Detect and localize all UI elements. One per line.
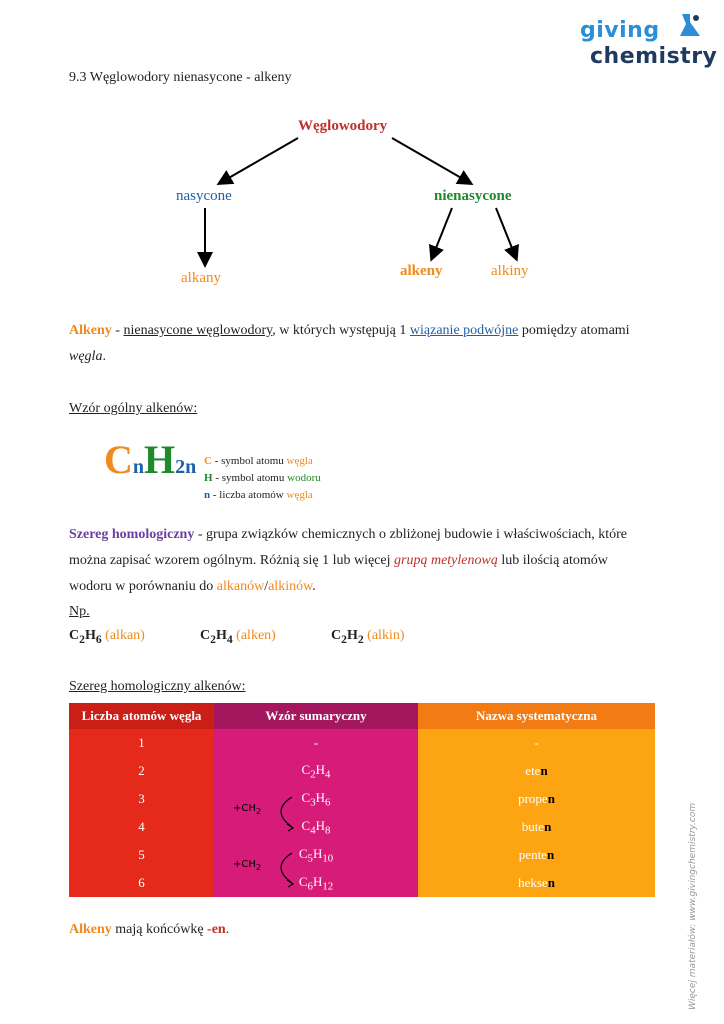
- cell-name: penten: [418, 841, 655, 869]
- cell-carbon-count: 2: [69, 757, 214, 785]
- ending-note: Alkeny mają końcówkę -en.: [69, 922, 230, 937]
- homolog-line2: można zapisać wzorem ogólnym. Różnią się 1 lub więcej: [69, 553, 395, 568]
- logo-text-giving: giving: [580, 18, 660, 43]
- formula-H: H: [144, 437, 176, 482]
- cell-formula: $C_6H_{12}$: [214, 869, 418, 897]
- sidebar-watermark-text: Więcej materiałów: www.givingchemistry.com: [688, 802, 698, 1010]
- alkynes-word: alkinów: [268, 579, 313, 594]
- homolog-term: Szereg homologiczny: [69, 527, 195, 542]
- homologous-series-table: [69, 703, 655, 897]
- cell-name: -: [418, 729, 655, 757]
- cell-carbon-count: 5: [69, 841, 214, 869]
- tree-node-alkeny: alkeny: [400, 263, 443, 279]
- section-heading: 9.3 Węglowodory nienasycone - alkeny: [69, 70, 292, 85]
- methylene-group: grupą metylenową: [394, 553, 498, 568]
- cell-carbon-count: 3: [69, 785, 214, 813]
- cell-name: propen: [418, 785, 655, 813]
- cell-name: heksen: [418, 869, 655, 897]
- formula-C: C: [104, 437, 133, 482]
- example-ethene: $C_2H_4$ (alken): [200, 628, 276, 646]
- series-table-title: Szereg homologiczny alkenów:: [69, 679, 246, 694]
- cell-carbon-count: 4: [69, 813, 214, 841]
- tree-root-weglowodory: Węglowodory: [298, 118, 388, 134]
- homolog-line3: wodoru w porównaniu do: [69, 579, 217, 594]
- general-formula-cnh2n: [104, 436, 196, 483]
- table-row: [69, 841, 655, 869]
- ch2-label-1: $+CH_2$: [233, 803, 262, 816]
- definition-text-2: pomiędzy atomami: [518, 323, 630, 338]
- curved-arrow-icon: [262, 849, 302, 889]
- double-bond-link[interactable]: wiązanie podwójne: [409, 323, 519, 338]
- cell-name: buten: [418, 813, 655, 841]
- formula-n: n: [132, 456, 145, 478]
- table-row: [69, 785, 655, 813]
- definition-term: Alkeny: [69, 323, 112, 338]
- header-formula: Wzór sumaryczny: [214, 703, 418, 729]
- flask-icon: [674, 12, 704, 40]
- cell-formula: $C_2H_4$: [214, 757, 418, 785]
- sidebar-watermark: [688, 800, 708, 1010]
- table-row: [69, 869, 655, 897]
- table-row: [69, 813, 655, 841]
- tree-node-nienasycone: nienasycone: [434, 188, 512, 204]
- homolog-line1: - grupa związków chemicznych o zbliżonej budowie i właściwościach, które: [194, 527, 628, 542]
- arrow-to-alkiny: [496, 208, 516, 258]
- example-ethane: $C_2H_6$ (alkan): [69, 628, 145, 646]
- alkanes-word: alkanów: [216, 579, 265, 594]
- cell-formula: -: [214, 729, 418, 757]
- arrow-to-alkeny: [432, 208, 452, 258]
- example-ethyne: $C_2H_2$ (alkin): [331, 628, 405, 646]
- definition-unsaturated: nienasycone węglowodory: [123, 323, 273, 338]
- cell-carbon-count: 1: [69, 729, 214, 757]
- definition-dash: -: [111, 323, 124, 338]
- definition-carbon: węgla: [69, 349, 103, 364]
- cell-formula: $C_4H_8$: [214, 813, 418, 841]
- cell-formula: $C_5H_{10}$: [214, 841, 418, 869]
- ending-note-term: Alkeny: [69, 922, 112, 937]
- curved-arrow-icon: [262, 793, 302, 833]
- header-name: Nazwa systematyczna: [418, 703, 655, 729]
- formula-legend: [204, 453, 321, 504]
- header-carbon-count: Liczba atomów węgla: [69, 703, 214, 729]
- cell-carbon-count: 6: [69, 869, 214, 897]
- ch2-label-2: $+CH_2$: [233, 859, 262, 872]
- general-formula-title: Wzór ogólny alkenów:: [69, 401, 198, 416]
- giving-chemistry-logo: [580, 12, 718, 72]
- formula-2n: 2n: [175, 456, 197, 478]
- tree-node-alkany: alkany: [181, 270, 221, 286]
- hydrocarbon-tree-arrows: [0, 110, 724, 300]
- alkene-definition: [69, 318, 669, 370]
- tree-node-alkiny: alkiny: [491, 263, 529, 279]
- ending-suffix: -en: [207, 922, 226, 937]
- table-row: [69, 757, 655, 785]
- tree-node-nasycone: nasycone: [176, 188, 232, 204]
- cell-formula: $C_3H_6$: [214, 785, 418, 813]
- legend-item-n: n - liczba atomów węgla: [204, 489, 313, 501]
- legend-item-H: H - symbol atomu wodoru: [204, 472, 321, 484]
- arrow-to-nienasycone: [392, 138, 470, 183]
- definition-text: , w których występują 1: [272, 323, 410, 338]
- cell-name: eten: [418, 757, 655, 785]
- legend-item-C: C - symbol atomu węgla: [204, 455, 313, 467]
- logo-text-chemistry: chemistry: [590, 44, 718, 69]
- homolog-definition: Szereg homologiczny - grupa związków chemicznych o zbliżonej budowie i właściwościach, które można zapisać wzorem ogólnym. Różnią się 1 lub więcej grupą metylenową lub ilością atomów wodoru w porównaniu do alkanów/alkinów.: [69, 527, 628, 594]
- example-label: Np.: [69, 604, 90, 619]
- table-row: [69, 729, 655, 757]
- definition-period: .: [102, 349, 106, 364]
- arrow-to-nasycone: [220, 138, 298, 183]
